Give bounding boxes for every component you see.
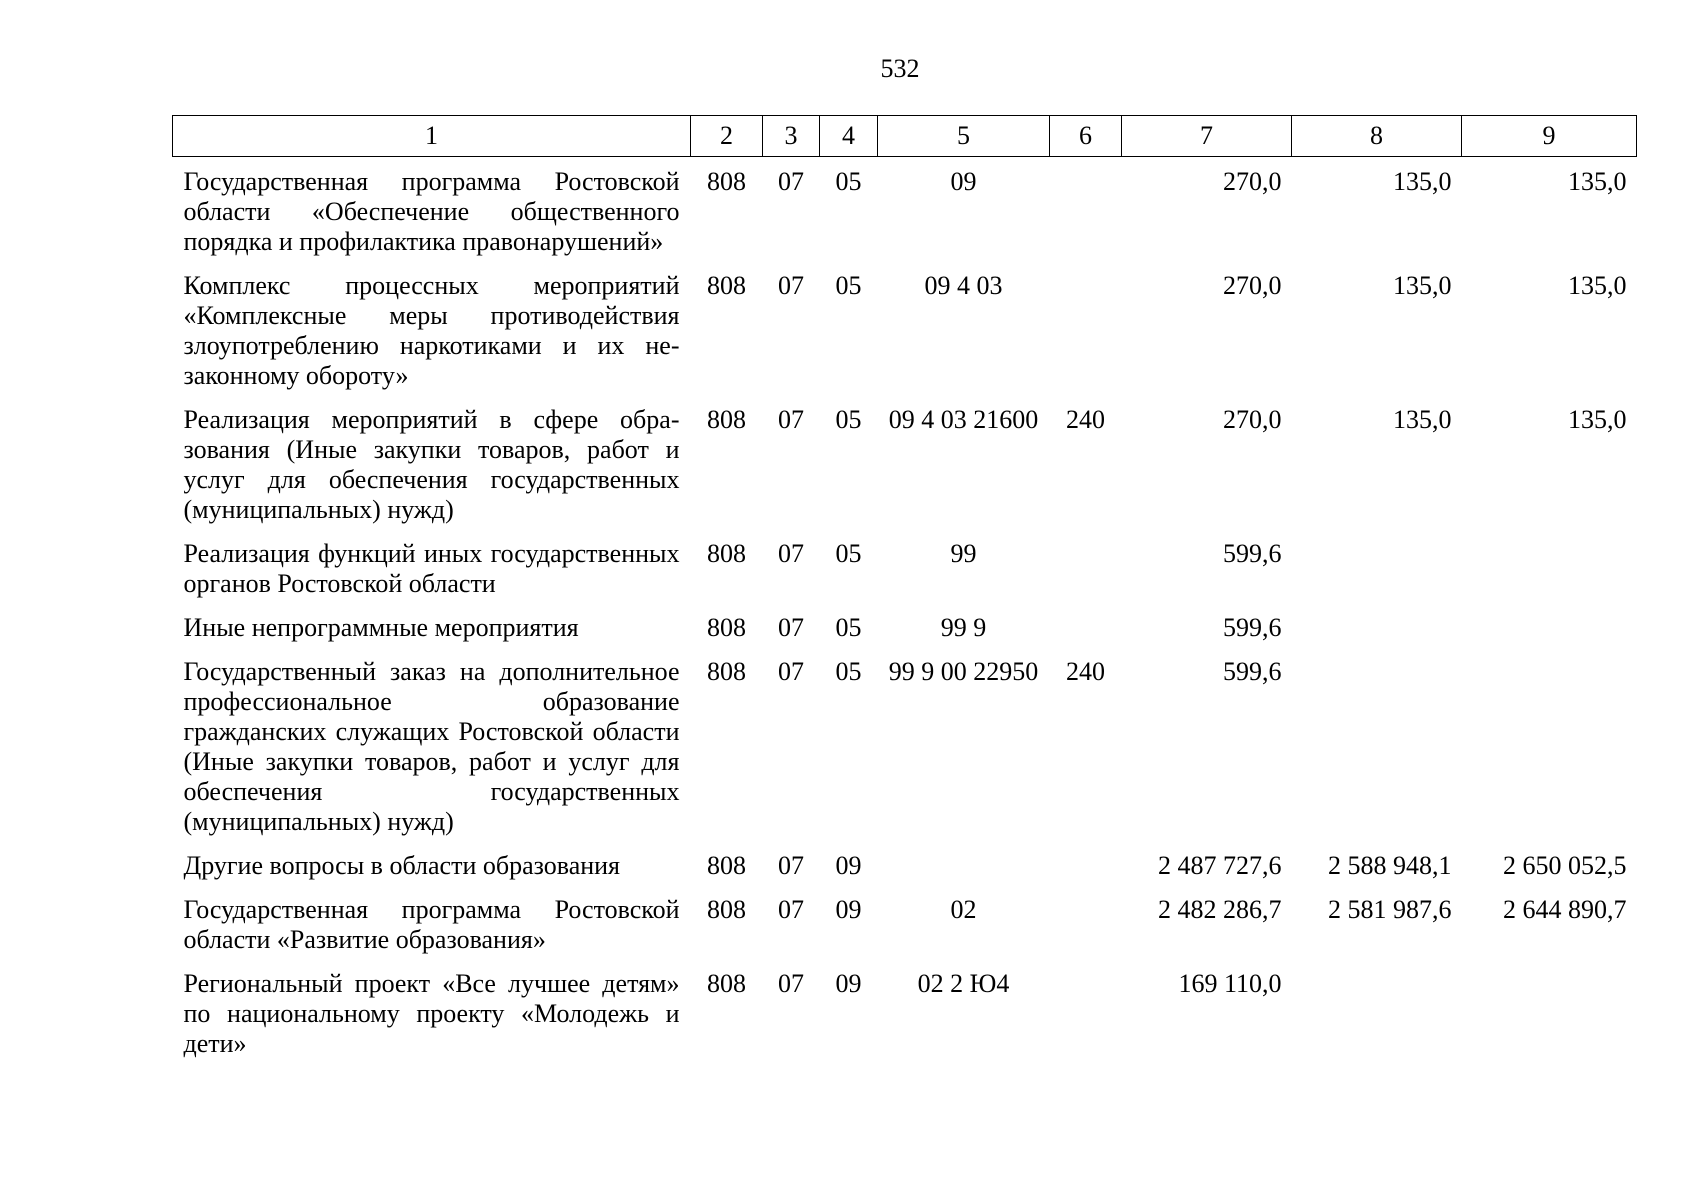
- page-number: 532: [880, 54, 920, 83]
- cell-subsection-code: 05: [835, 613, 862, 642]
- cell-section-code: 07: [778, 405, 804, 434]
- cell-section-code: 07: [778, 657, 804, 686]
- row-name: Реализация функций иных государственных органов Ростовской области: [183, 539, 680, 598]
- cell-section-code: 07: [778, 167, 804, 196]
- cell-target-article: 02 2 Ю4: [917, 969, 1010, 998]
- row-name: Региональный проект «Все лучшее детям» по национальному проекту «Молодежь и дети»: [183, 969, 680, 1058]
- table-row: [173, 529, 1637, 603]
- cell-section-code: 07: [778, 539, 804, 568]
- cell-ministry-code: 808: [707, 613, 746, 642]
- cell-expense-type: [1050, 885, 1122, 959]
- cell-expense-type: 240: [1066, 405, 1105, 434]
- cell-section-code: 07: [778, 851, 804, 880]
- table-row: [173, 395, 1637, 529]
- budget-table: [172, 115, 1637, 1063]
- cell-amount-col9: 2 644 890,7: [1503, 895, 1627, 924]
- table-row: [173, 959, 1637, 1063]
- cell-section-code: 07: [778, 613, 804, 642]
- cell-target-article: [878, 841, 1050, 885]
- cell-amount-col7: 270,0: [1223, 405, 1282, 434]
- cell-amount-col8: 135,0: [1393, 405, 1452, 434]
- cell-expense-type: [1050, 261, 1122, 395]
- cell-expense-type: [1050, 157, 1122, 262]
- cell-amount-col8: [1292, 647, 1462, 841]
- cell-amount-col9: 135,0: [1568, 405, 1627, 434]
- cell-target-article: 99 9 00 22950: [888, 657, 1039, 686]
- cell-amount-col7: 599,6: [1223, 657, 1282, 686]
- row-name: Комплекс процессных мероприятий «Комплексные меры противодействия злоупотреблению наркотиками и их незаконному обороту»: [183, 271, 680, 390]
- cell-target-article: 09: [950, 167, 977, 196]
- row-name: Государственная программа Ростовской области «Обеспечение общественного порядка и профилактика правонарушений»: [183, 167, 680, 256]
- table-row: [173, 603, 1637, 647]
- cell-amount-col8: 2 588 948,1: [1328, 851, 1452, 880]
- cell-amount-col7: 169 110,0: [1178, 969, 1282, 998]
- cell-amount-col8: 2 581 987,6: [1328, 895, 1452, 924]
- cell-subsection-code: 05: [835, 405, 862, 434]
- cell-amount-col7: 2 487 727,6: [1158, 851, 1282, 880]
- cell-amount-col8: [1292, 529, 1462, 603]
- cell-ministry-code: 808: [707, 895, 746, 924]
- column-header: 5: [878, 116, 1050, 157]
- cell-target-article: 02: [950, 895, 977, 924]
- cell-expense-type: 240: [1066, 657, 1105, 686]
- table-row: [173, 885, 1637, 959]
- cell-subsection-code: 05: [835, 271, 862, 300]
- cell-ministry-code: 808: [707, 851, 746, 880]
- cell-amount-col9: [1462, 647, 1637, 841]
- cell-target-article: 09 4 03: [924, 271, 1003, 300]
- cell-amount-col7: 599,6: [1223, 613, 1282, 642]
- cell-ministry-code: 808: [707, 657, 746, 686]
- cell-section-code: 07: [778, 895, 804, 924]
- cell-amount-col7: 270,0: [1223, 271, 1282, 300]
- column-header: 2: [691, 116, 763, 157]
- cell-amount-col9: 2 650 052,5: [1503, 851, 1627, 880]
- cell-amount-col9: 135,0: [1568, 271, 1627, 300]
- cell-ministry-code: 808: [707, 539, 746, 568]
- cell-amount-col9: 135,0: [1568, 167, 1627, 196]
- row-name: Государственная программа Ростовской области «Развитие образования»: [183, 895, 680, 954]
- column-header: 8: [1292, 116, 1462, 157]
- cell-amount-col7: 599,6: [1223, 539, 1282, 568]
- cell-subsection-code: 05: [835, 539, 862, 568]
- row-name: Иные непрограммные мероприятия: [183, 613, 579, 642]
- cell-expense-type: [1050, 841, 1122, 885]
- cell-amount-col9: [1462, 603, 1637, 647]
- table-row: [173, 261, 1637, 395]
- column-header: 1: [173, 116, 691, 157]
- cell-amount-col8: [1292, 603, 1462, 647]
- cell-ministry-code: 808: [707, 405, 746, 434]
- column-header: 6: [1050, 116, 1122, 157]
- cell-ministry-code: 808: [707, 271, 746, 300]
- cell-expense-type: [1050, 603, 1122, 647]
- column-header: 7: [1122, 116, 1292, 157]
- row-name: Другие вопросы в области образования: [183, 851, 621, 880]
- cell-target-article: 99: [950, 539, 977, 568]
- column-header: 9: [1462, 116, 1637, 157]
- cell-section-code: 07: [778, 969, 804, 998]
- cell-amount-col7: 270,0: [1223, 167, 1282, 196]
- column-header: 3: [763, 116, 820, 157]
- table-row: [173, 841, 1637, 885]
- table-row: [173, 647, 1637, 841]
- cell-amount-col9: [1462, 959, 1637, 1063]
- cell-subsection-code: 09: [835, 851, 862, 880]
- table-row: [173, 157, 1637, 262]
- row-name: Государственный заказ на дополнительное профессиональное образование гражданских служащих Ростовской области (Иные закупки товаров, работ и услуг для обеспечения государственных (муниципальных) нужд): [183, 657, 680, 836]
- cell-amount-col8: 135,0: [1393, 167, 1452, 196]
- column-header: 4: [820, 116, 878, 157]
- cell-section-code: 07: [778, 271, 804, 300]
- header-row: [173, 116, 1637, 157]
- cell-amount-col8: [1292, 959, 1462, 1063]
- cell-amount-col8: 135,0: [1393, 271, 1452, 300]
- cell-ministry-code: 808: [707, 167, 746, 196]
- cell-subsection-code: 09: [835, 895, 862, 924]
- cell-amount-col9: [1462, 529, 1637, 603]
- cell-expense-type: [1050, 529, 1122, 603]
- cell-target-article: 09 4 03 21600: [888, 405, 1039, 434]
- cell-target-article: 99 9: [940, 613, 987, 642]
- cell-subsection-code: 09: [835, 969, 862, 998]
- cell-ministry-code: 808: [707, 969, 746, 998]
- cell-subsection-code: 05: [835, 167, 862, 196]
- cell-subsection-code: 05: [835, 657, 862, 686]
- row-name: Реализация мероприятий в сфере образования (Иные закупки товаров, работ и услуг для обеспечения государственных (муниципальных) нужд): [183, 405, 680, 524]
- cell-expense-type: [1050, 959, 1122, 1063]
- cell-amount-col7: 2 482 286,7: [1158, 895, 1282, 924]
